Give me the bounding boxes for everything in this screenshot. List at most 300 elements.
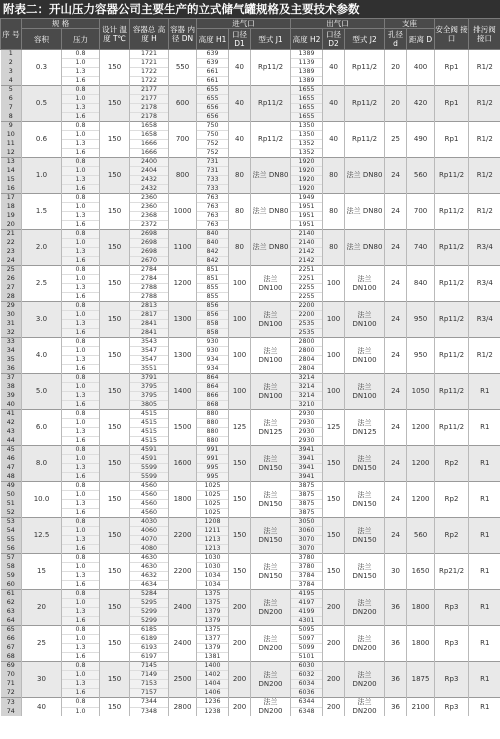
table-row <box>1 698 500 708</box>
outlet-height-cell: 1389 <box>291 50 323 59</box>
height-cell: 2817 <box>130 311 169 320</box>
header-diameter: 容器 内径 DN <box>169 19 197 50</box>
inlet-height-cell: 661 <box>197 77 229 86</box>
table-row <box>1 374 500 383</box>
outlet-height-cell: 1352 <box>291 149 323 158</box>
outlet-height-cell: 3214 <box>291 374 323 383</box>
seq-cell: 68 <box>1 653 22 662</box>
table-row <box>1 446 500 455</box>
outlet-height-cell: 6030 <box>291 662 323 671</box>
inlet-diameter-cell: 200 <box>229 662 251 698</box>
inlet-type-cell: 法兰 DN150 <box>251 554 291 590</box>
outlet-height-cell: 6036 <box>291 689 323 698</box>
safety-valve-cell: Rp21/2 <box>435 554 469 590</box>
inlet-height-cell: 1406 <box>197 689 229 698</box>
height-cell: 1722 <box>130 77 169 86</box>
pressure-cell: 1.0 <box>62 383 100 392</box>
pressure-cell: 0.8 <box>62 554 100 563</box>
inlet-type-cell: Rp11/2 <box>251 122 291 158</box>
diameter-cell: 700 <box>169 122 197 158</box>
outlet-height-cell: 2930 <box>291 428 323 437</box>
outlet-height-cell: 2930 <box>291 437 323 446</box>
volume-cell: 5.0 <box>22 374 62 410</box>
inlet-type-cell: 法兰 DN80 <box>251 230 291 266</box>
distance-cell: 560 <box>407 518 435 554</box>
height-cell: 2784 <box>130 266 169 275</box>
inlet-height-cell: 1402 <box>197 671 229 680</box>
inlet-height-cell: 763 <box>197 212 229 221</box>
hole-cell: 24 <box>385 518 407 554</box>
height-cell: 7348 <box>130 707 169 716</box>
pressure-cell: 1.0 <box>62 347 100 356</box>
pressure-cell: 0.8 <box>62 662 100 671</box>
inlet-height-cell: 655 <box>197 95 229 104</box>
height-cell: 3551 <box>130 365 169 374</box>
inlet-diameter-cell: 125 <box>229 410 251 446</box>
hole-cell: 24 <box>385 482 407 518</box>
inlet-type-cell: 法兰 DN150 <box>251 482 291 518</box>
inlet-height-cell: 1379 <box>197 644 229 653</box>
pressure-cell: 0.8 <box>62 626 100 635</box>
seq-cell: 54 <box>1 527 22 536</box>
height-cell: 5599 <box>130 473 169 482</box>
outlet-height-cell: 3070 <box>291 545 323 554</box>
outlet-diameter-cell: 150 <box>323 482 345 518</box>
height-cell: 2360 <box>130 203 169 212</box>
inlet-height-cell: 733 <box>197 185 229 194</box>
pressure-cell: 0.8 <box>62 302 100 311</box>
hole-cell: 36 <box>385 626 407 662</box>
inlet-height-cell: 752 <box>197 140 229 149</box>
outlet-diameter-cell: 200 <box>323 662 345 698</box>
outlet-height-cell: 3875 <box>291 500 323 509</box>
height-cell: 2813 <box>130 302 169 311</box>
design-temp-cell: 150 <box>100 518 130 554</box>
seq-cell: 22 <box>1 239 22 248</box>
inlet-diameter-cell: 150 <box>229 482 251 518</box>
height-cell: 4080 <box>130 545 169 554</box>
drain-valve-cell: R1 <box>469 662 500 698</box>
seq-cell: 7 <box>1 104 22 113</box>
height-cell: 4560 <box>130 509 169 518</box>
drain-valve-cell: R3/4 <box>469 230 500 266</box>
hole-cell: 24 <box>385 194 407 230</box>
table-row <box>1 554 500 563</box>
inlet-height-cell: 842 <box>197 248 229 257</box>
seq-cell: 15 <box>1 176 22 185</box>
inlet-height-cell: 842 <box>197 257 229 266</box>
header-hole: 孔径 d <box>385 29 407 50</box>
header-height: 容器总 高度 H <box>130 19 169 50</box>
outlet-type-cell: 法兰 DN80 <box>345 230 385 266</box>
inlet-height-cell: 1375 <box>197 626 229 635</box>
inlet-height-cell: 1025 <box>197 509 229 518</box>
inlet-height-cell: 934 <box>197 356 229 365</box>
hole-cell: 36 <box>385 590 407 626</box>
outlet-diameter-cell: 80 <box>323 158 345 194</box>
outlet-height-cell: 3210 <box>291 401 323 410</box>
seq-cell: 1 <box>1 50 22 59</box>
hole-cell: 24 <box>385 446 407 482</box>
seq-cell: 26 <box>1 275 22 284</box>
seq-cell: 29 <box>1 302 22 311</box>
diameter-cell: 1300 <box>169 302 197 338</box>
outlet-type-cell: 法兰 DN150 <box>345 554 385 590</box>
outlet-height-cell: 3941 <box>291 446 323 455</box>
height-cell: 2404 <box>130 167 169 176</box>
inlet-diameter-cell: 200 <box>229 626 251 662</box>
pressure-cell: 1.0 <box>62 311 100 320</box>
height-cell: 2360 <box>130 194 169 203</box>
inlet-height-cell: 1375 <box>197 590 229 599</box>
outlet-height-cell: 2200 <box>291 311 323 320</box>
seq-cell: 19 <box>1 212 22 221</box>
diameter-cell: 1200 <box>169 266 197 302</box>
inlet-height-cell: 731 <box>197 158 229 167</box>
outlet-height-cell: 3875 <box>291 491 323 500</box>
distance-cell: 1200 <box>407 410 435 446</box>
outlet-height-cell: 2255 <box>291 284 323 293</box>
pressure-cell: 1.6 <box>62 401 100 410</box>
height-cell: 2178 <box>130 113 169 122</box>
diameter-cell: 2200 <box>169 518 197 554</box>
outlet-height-cell: 2140 <box>291 230 323 239</box>
seq-cell: 70 <box>1 671 22 680</box>
diameter-cell: 800 <box>169 158 197 194</box>
drain-valve-cell: R1/2 <box>469 122 500 158</box>
inlet-diameter-cell: 150 <box>229 446 251 482</box>
diameter-cell: 2500 <box>169 662 197 698</box>
volume-cell: 2.5 <box>22 266 62 302</box>
distance-cell: 950 <box>407 302 435 338</box>
design-temp-cell: 150 <box>100 482 130 518</box>
outlet-height-cell: 3875 <box>291 482 323 491</box>
inlet-height-cell: 750 <box>197 131 229 140</box>
drain-valve-cell: R1 <box>469 482 500 518</box>
header-distance: 距离 D <box>407 29 435 50</box>
outlet-height-cell: 1389 <box>291 77 323 86</box>
height-cell: 6189 <box>130 635 169 644</box>
design-temp-cell: 150 <box>100 626 130 662</box>
height-cell: 7157 <box>130 689 169 698</box>
height-cell: 1658 <box>130 122 169 131</box>
inlet-type-cell: 法兰 DN200 <box>251 590 291 626</box>
header-inlet-type: 型式 J1 <box>251 29 291 50</box>
outlet-type-cell: 法兰 DN100 <box>345 266 385 302</box>
seq-cell: 49 <box>1 482 22 491</box>
design-temp-cell: 150 <box>100 86 130 122</box>
design-temp-cell: 150 <box>100 230 130 266</box>
seq-cell: 34 <box>1 347 22 356</box>
height-cell: 2432 <box>130 176 169 185</box>
pressure-cell: 0.8 <box>62 374 100 383</box>
outlet-height-cell: 3875 <box>291 509 323 518</box>
height-cell: 2368 <box>130 212 169 221</box>
outlet-height-cell: 1920 <box>291 158 323 167</box>
spec-table <box>0 18 500 716</box>
inlet-height-cell: 1025 <box>197 500 229 509</box>
safety-valve-cell: Rp3 <box>435 626 469 662</box>
outlet-diameter-cell: 100 <box>323 374 345 410</box>
hole-cell: 24 <box>385 266 407 302</box>
outlet-type-cell: 法兰 DN200 <box>345 626 385 662</box>
drain-valve-cell: R1 <box>469 590 500 626</box>
seq-cell: 31 <box>1 320 22 329</box>
inlet-type-cell: 法兰 DN100 <box>251 374 291 410</box>
diameter-cell: 1800 <box>169 482 197 518</box>
seq-cell: 73 <box>1 698 22 708</box>
safety-valve-cell: Rp11/2 <box>435 266 469 302</box>
outlet-height-cell: 2535 <box>291 329 323 338</box>
height-cell: 7153 <box>130 680 169 689</box>
inlet-height-cell: 1211 <box>197 527 229 536</box>
header-spec: 规 格 <box>22 19 100 29</box>
design-temp-cell: 150 <box>100 194 130 230</box>
height-cell: 5299 <box>130 608 169 617</box>
inlet-height-cell: 858 <box>197 329 229 338</box>
pressure-cell: 1.0 <box>62 95 100 104</box>
inlet-diameter-cell: 80 <box>229 194 251 230</box>
inlet-height-cell: 763 <box>197 194 229 203</box>
design-temp-cell: 150 <box>100 662 130 698</box>
outlet-height-cell: 1951 <box>291 212 323 221</box>
header-design-temp: 设计 温度 T℃ <box>100 19 130 50</box>
volume-cell: 10.0 <box>22 482 62 518</box>
outlet-height-cell: 2142 <box>291 257 323 266</box>
distance-cell: 420 <box>407 86 435 122</box>
seq-cell: 13 <box>1 158 22 167</box>
seq-cell: 71 <box>1 680 22 689</box>
inlet-type-cell: 法兰 DN200 <box>251 662 291 698</box>
header-drain-valve: 排污阀 接口 <box>469 19 500 50</box>
inlet-height-cell: 656 <box>197 104 229 113</box>
inlet-height-cell: 655 <box>197 86 229 95</box>
pressure-cell: 1.6 <box>62 77 100 86</box>
outlet-height-cell: 2200 <box>291 302 323 311</box>
pressure-cell: 1.6 <box>62 365 100 374</box>
seq-cell: 58 <box>1 563 22 572</box>
height-cell: 2788 <box>130 293 169 302</box>
inlet-type-cell: 法兰 DN200 <box>251 626 291 662</box>
height-cell: 4560 <box>130 491 169 500</box>
pressure-cell: 1.0 <box>62 239 100 248</box>
outlet-height-cell: 3784 <box>291 581 323 590</box>
inlet-height-cell: 851 <box>197 266 229 275</box>
inlet-type-cell: 法兰 DN100 <box>251 302 291 338</box>
outlet-type-cell: Rp11/2 <box>345 86 385 122</box>
seq-cell: 62 <box>1 599 22 608</box>
seq-cell: 24 <box>1 257 22 266</box>
outlet-height-cell: 1951 <box>291 203 323 212</box>
height-cell: 3547 <box>130 347 169 356</box>
outlet-height-cell: 6034 <box>291 680 323 689</box>
seq-cell: 8 <box>1 113 22 122</box>
height-cell: 1721 <box>130 59 169 68</box>
outlet-height-cell: 2140 <box>291 239 323 248</box>
inlet-type-cell: 法兰 DN100 <box>251 266 291 302</box>
table-body <box>1 50 500 717</box>
table-row <box>1 590 500 599</box>
safety-valve-cell: Rp11/2 <box>435 230 469 266</box>
outlet-diameter-cell: 100 <box>323 338 345 374</box>
inlet-diameter-cell: 100 <box>229 338 251 374</box>
inlet-height-cell: 1379 <box>197 617 229 626</box>
height-cell: 1658 <box>130 131 169 140</box>
inlet-type-cell: 法兰 DN100 <box>251 338 291 374</box>
design-temp-cell: 150 <box>100 50 130 86</box>
design-temp-cell: 150 <box>100 122 130 158</box>
header-support: 支座 <box>385 19 435 29</box>
outlet-height-cell: 1949 <box>291 194 323 203</box>
pressure-cell: 0.8 <box>62 230 100 239</box>
height-cell: 2177 <box>130 86 169 95</box>
outlet-type-cell: 法兰 DN200 <box>345 590 385 626</box>
hole-cell: 20 <box>385 50 407 86</box>
design-temp-cell: 150 <box>100 446 130 482</box>
seq-cell: 45 <box>1 446 22 455</box>
pressure-cell: 1.3 <box>62 536 100 545</box>
outlet-height-cell: 1920 <box>291 176 323 185</box>
inlet-height-cell: 1238 <box>197 707 229 716</box>
seq-cell: 35 <box>1 356 22 365</box>
outlet-height-cell: 1655 <box>291 95 323 104</box>
safety-valve-cell: Rp11/2 <box>435 302 469 338</box>
height-cell: 7145 <box>130 662 169 671</box>
outlet-height-cell: 1655 <box>291 104 323 113</box>
outlet-height-cell: 2800 <box>291 347 323 356</box>
height-cell: 5599 <box>130 464 169 473</box>
volume-cell: 15 <box>22 554 62 590</box>
inlet-height-cell: 855 <box>197 284 229 293</box>
table-row <box>1 86 500 95</box>
height-cell: 4515 <box>130 437 169 446</box>
pressure-cell: 1.3 <box>62 320 100 329</box>
header-outlet-height: 高度 H2 <box>291 29 323 50</box>
outlet-height-cell: 3941 <box>291 455 323 464</box>
distance-cell: 1800 <box>407 590 435 626</box>
height-cell: 3547 <box>130 356 169 365</box>
height-cell: 2841 <box>130 329 169 338</box>
design-temp-cell: 150 <box>100 698 130 717</box>
pressure-cell: 1.6 <box>62 113 100 122</box>
height-cell: 1721 <box>130 50 169 59</box>
safety-valve-cell: Rp3 <box>435 698 469 717</box>
volume-cell: 0.6 <box>22 122 62 158</box>
outlet-height-cell: 2251 <box>291 266 323 275</box>
hole-cell: 25 <box>385 122 407 158</box>
pressure-cell: 1.0 <box>62 131 100 140</box>
pressure-cell: 1.3 <box>62 248 100 257</box>
diameter-cell: 1500 <box>169 410 197 446</box>
outlet-height-cell: 1920 <box>291 167 323 176</box>
seq-cell: 18 <box>1 203 22 212</box>
height-cell: 2698 <box>130 230 169 239</box>
outlet-height-cell: 5101 <box>291 653 323 662</box>
seq-cell: 63 <box>1 608 22 617</box>
inlet-type-cell: 法兰 DN200 <box>251 698 291 717</box>
outlet-height-cell: 2930 <box>291 419 323 428</box>
height-cell: 3791 <box>130 374 169 383</box>
height-cell: 3795 <box>130 392 169 401</box>
height-cell: 2177 <box>130 95 169 104</box>
outlet-height-cell: 2800 <box>291 338 323 347</box>
seq-cell: 46 <box>1 455 22 464</box>
height-cell: 4515 <box>130 428 169 437</box>
height-cell: 3795 <box>130 383 169 392</box>
inlet-height-cell: 731 <box>197 167 229 176</box>
seq-cell: 25 <box>1 266 22 275</box>
design-temp-cell: 150 <box>100 374 130 410</box>
pressure-cell: 1.6 <box>62 473 100 482</box>
diameter-cell: 1600 <box>169 446 197 482</box>
header-outlet-diameter: 口径 D2 <box>323 29 345 50</box>
inlet-height-cell: 1213 <box>197 545 229 554</box>
header-volume: 容积 <box>22 29 62 50</box>
pressure-cell: 1.3 <box>62 500 100 509</box>
outlet-type-cell: 法兰 DN100 <box>345 338 385 374</box>
header-inlet: 进气口 <box>197 19 291 29</box>
drain-valve-cell: R1 <box>469 446 500 482</box>
seq-cell: 27 <box>1 284 22 293</box>
safety-valve-cell: Rp11/2 <box>435 410 469 446</box>
outlet-diameter-cell: 125 <box>323 410 345 446</box>
height-cell: 2372 <box>130 221 169 230</box>
outlet-diameter-cell: 100 <box>323 266 345 302</box>
outlet-height-cell: 3214 <box>291 392 323 401</box>
seq-cell: 74 <box>1 707 22 716</box>
volume-cell: 20 <box>22 590 62 626</box>
volume-cell: 4.0 <box>22 338 62 374</box>
seq-cell: 32 <box>1 329 22 338</box>
hole-cell: 30 <box>385 554 407 590</box>
inlet-height-cell: 851 <box>197 275 229 284</box>
table-row <box>1 338 500 347</box>
seq-cell: 67 <box>1 644 22 653</box>
inlet-height-cell: 995 <box>197 464 229 473</box>
height-cell: 7344 <box>130 698 169 708</box>
inlet-diameter-cell: 100 <box>229 374 251 410</box>
outlet-diameter-cell: 150 <box>323 554 345 590</box>
drain-valve-cell: R1 <box>469 554 500 590</box>
inlet-height-cell: 840 <box>197 230 229 239</box>
seq-cell: 51 <box>1 500 22 509</box>
seq-cell: 2 <box>1 59 22 68</box>
seq-cell: 21 <box>1 230 22 239</box>
seq-cell: 42 <box>1 419 22 428</box>
seq-cell: 33 <box>1 338 22 347</box>
volume-cell: 12.5 <box>22 518 62 554</box>
height-cell: 4030 <box>130 518 169 527</box>
pressure-cell: 0.8 <box>62 158 100 167</box>
seq-cell: 10 <box>1 131 22 140</box>
volume-cell: 0.3 <box>22 50 62 86</box>
volume-cell: 8.0 <box>22 446 62 482</box>
pressure-cell: 1.6 <box>62 185 100 194</box>
seq-cell: 39 <box>1 392 22 401</box>
outlet-height-cell: 4301 <box>291 617 323 626</box>
seq-cell: 38 <box>1 383 22 392</box>
design-temp-cell: 150 <box>100 554 130 590</box>
pressure-cell: 1.3 <box>62 464 100 473</box>
design-temp-cell: 150 <box>100 590 130 626</box>
outlet-height-cell: 6348 <box>291 707 323 716</box>
header-outlet: 出气口 <box>291 19 385 29</box>
seq-cell: 17 <box>1 194 22 203</box>
seq-cell: 72 <box>1 689 22 698</box>
inlet-height-cell: 880 <box>197 428 229 437</box>
outlet-type-cell: 法兰 DN100 <box>345 374 385 410</box>
pressure-cell: 1.6 <box>62 221 100 230</box>
